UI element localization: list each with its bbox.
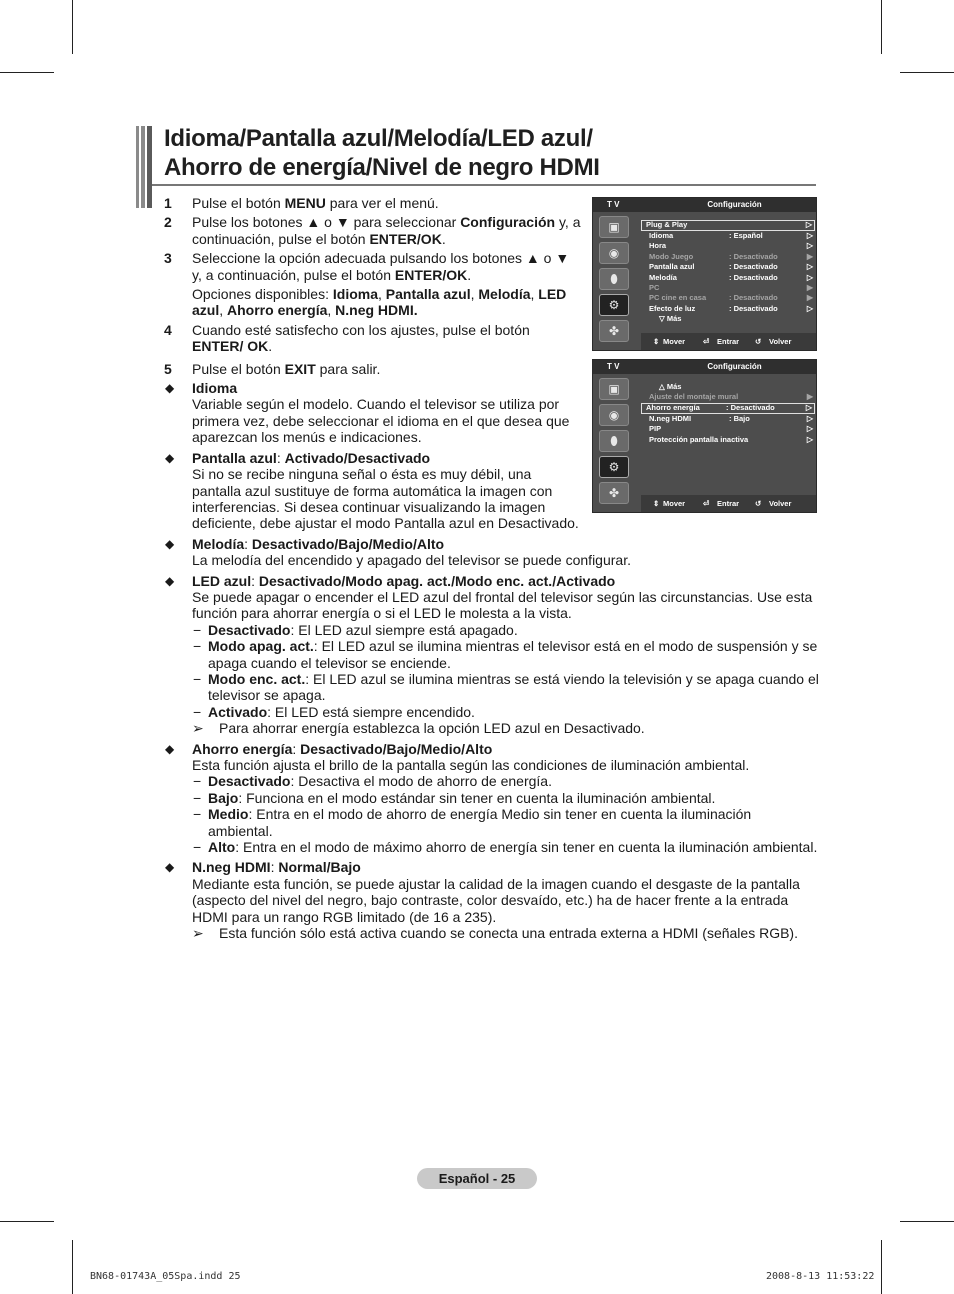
available-options: Opciones disponibles: Idioma, Pantalla azul, Melodía, LED azul, Ahorro energía, N.neg HDMI. xyxy=(192,286,567,319)
step-number: 4 xyxy=(164,321,172,338)
page-title-line1: Idioma/Pantalla azul/Melodía/LED azul/ xyxy=(164,125,593,152)
tv-menu-screenshot-2 xyxy=(592,359,817,513)
osd-row-label: PC cine en casa xyxy=(649,293,707,303)
list-item: − Alto: Entra en el modo de máximo ahorro de energía sin tener en cuenta la iluminación ambiental. xyxy=(193,839,818,856)
crop-mark xyxy=(0,72,54,73)
osd-row-label: Ajuste del montaje mural xyxy=(649,392,739,402)
crop-mark xyxy=(881,1240,882,1294)
osd-rows xyxy=(645,220,815,325)
step-number: 5 xyxy=(164,360,172,377)
osd-rows xyxy=(645,382,815,445)
osd-header xyxy=(593,360,816,374)
osd-footer: ⇕ Mover ⏎ Entrar ↺ Volver xyxy=(641,495,816,512)
sound-menu-icon: ◉ xyxy=(599,404,629,426)
submenu-arrow-icon: ▶ xyxy=(806,392,813,402)
section-idioma: ◆ Idioma Variable según el modelo. Cuando el televisor se utiliza por primera vez, debe seleccionar el idioma en el que desea que aparezcan los menús e indicaciones. xyxy=(165,380,570,446)
submenu-arrow-icon: ▷ xyxy=(806,231,813,240)
osd-row-label: Melodía xyxy=(649,272,677,282)
osd-header xyxy=(593,198,816,212)
osd-menu-row xyxy=(641,403,815,414)
osd-sidebar xyxy=(599,378,633,508)
submenu-arrow-icon: ▷ xyxy=(806,272,813,282)
submenu-arrow-icon: ▶ xyxy=(806,293,813,303)
input-menu-icon: ✤ xyxy=(599,320,629,342)
updown-arrows-icon: ⇕ xyxy=(653,499,660,508)
list-item: − Desactivado: Desactiva el modo de ahorro de energía. xyxy=(193,773,552,790)
page-title-line2: Ahorro de energía/Nivel de negro HDMI xyxy=(164,154,600,181)
submenu-arrow-icon: ▶ xyxy=(806,282,813,292)
osd-row-label: PIP xyxy=(649,424,662,434)
step-number: 1 xyxy=(164,195,172,211)
osd-row-label: Idioma xyxy=(649,231,674,240)
channel-menu-icon: ⬮ xyxy=(599,268,629,290)
step-2: 2 Pulse los botones ▲ o ▼ para seleccionar Configuración y, a continuación, pulse el botón ENTER/OK. xyxy=(164,214,581,247)
list-item: − Modo apag. act.: El LED azul se ilumina mientras el televisor está en el modo de suspensión y se apaga cuando el televisor se enciende. xyxy=(193,638,818,671)
diamond-bullet-icon: ◆ xyxy=(165,573,175,588)
submenu-arrow-icon: ▷ xyxy=(806,434,813,444)
step-3: 3 Seleccione la opción adecuada pulsando los botones ▲ o ▼ y, a continuación, pulse el botón ENTER/OK. Opciones disponibles: Idioma, Pantalla azul, Melodía, LED azul, Ahorro energía, N.neg HDMI. xyxy=(164,250,582,319)
osd-tv-label: T V xyxy=(607,362,620,371)
list-item: − Modo enc. act.: El LED azul se ilumina mientras se está viendo la televisión y se apaga cuando el televisor se apaga. xyxy=(193,670,819,704)
return-icon: ↺ xyxy=(755,337,762,346)
osd-row-value: : Desactivado xyxy=(729,251,778,261)
osd-menu-row xyxy=(645,392,815,402)
osd-row-value: : Desactivado xyxy=(729,293,778,303)
step-4: 4 Cuando esté satisfecho con los ajustes, pulse el botón ENTER/ OK. xyxy=(164,321,530,355)
osd-row-label: △ Más xyxy=(659,382,682,391)
page-number-badge: Español - 25 xyxy=(417,1168,537,1189)
step-number: 2 xyxy=(164,214,172,231)
osd-menu-row xyxy=(645,314,815,324)
channel-menu-icon: ⬮ xyxy=(599,430,629,452)
osd-row-label: ▽ Más xyxy=(659,314,682,324)
crop-mark xyxy=(881,0,882,54)
section-nneg-hdmi: ◆ N.neg HDMI: Normal/Bajo Mediante esta función, se puede ajustar la calidad de la imagen cuando el desgaste de la pantalla (aspecto del nivel del negro, bajo contraste, color desvaído, etc.) ha de hacer frente a la entrada HDMI para un rango RGB limitado (de 16 a 235). ➢ Esta función sólo está activa cuando se conecta una entrada externa a HDMI (señales RGB). xyxy=(164,859,819,941)
submenu-arrow-icon: ▷ xyxy=(806,241,813,251)
osd-menu-row xyxy=(645,283,815,293)
section-pantalla-azul: ◆ Pantalla azul: Activado/Desactivado Si no se recibe ninguna señal o ésta es muy débil, una pantalla azul sustituye de forma automática la imagen con interferencias. Si desea continuar visualizando la imagen deficiente, debe ajustar el modo Pantalla azul en Desactivado. xyxy=(165,449,579,532)
osd-menu-title: Configuración xyxy=(707,200,762,209)
osd-menu-row xyxy=(645,424,815,434)
diamond-bullet-icon: ◆ xyxy=(165,860,175,875)
input-menu-icon: ✤ xyxy=(599,482,629,504)
section-ahorro-energia: ◆ Ahorro energía: Desactivado/Bajo/Medio/Alto Esta función ajusta el brillo de la pantalla según las condiciones de iluminación ambiental. − Desactivado: Desactiva el modo de ahorro de energía. − Bajo: Funciona en el modo estándar sin tener en cuenta la iluminación ambiental. − Medio: Entra en el modo de ahorro de energía Medio sin tener en cuenta la iluminación ambiental. − Alto: Entra en el modo de máximo ahorro de energía sin tener en cuenta la iluminación ambiental. xyxy=(165,740,818,856)
osd-row-label: Protección pantalla inactiva xyxy=(649,434,749,444)
osd-row-value: : Desactivado xyxy=(729,272,778,282)
section-led-azul: ◆ LED azul: Desactivado/Modo apag. act./Modo enc. act./Activado Se puede apagar o encender el LED azul del frontal del televisor según las circunstancias. Use esta función para ahorrar energía o si el LED le molesta a la vista. − Desactivado: El LED azul siempre está apagado. − Modo apag. act.: El LED azul se ilumina mientras el televisor está en el modo de suspensión y se apaga cuando el televisor se enciende. − Modo enc. act.: El LED azul se ilumina mientras se está viendo la televisión y se apaga cuando el televisor se apaga. − Activado: El LED está siempre encendido. ➢ Para ahorrar energía establezca la opción LED azul en Desactivado. xyxy=(165,572,819,737)
diamond-bullet-icon: ◆ xyxy=(165,381,175,396)
submenu-arrow-icon: ▶ xyxy=(806,251,813,261)
print-slug-file: BN68-01743A_05Spa.indd 25 xyxy=(90,1271,241,1282)
crop-mark xyxy=(72,1240,73,1294)
osd-sidebar xyxy=(599,216,633,346)
note-arrow-icon: ➢ xyxy=(192,720,204,737)
list-item: − Medio: Entra en el modo de ahorro de energía Medio sin tener en cuenta la iluminación ambiental. xyxy=(193,806,752,839)
diamond-bullet-icon: ◆ xyxy=(165,536,175,551)
osd-menu-row xyxy=(645,241,815,251)
osd-row-value: : Bajo xyxy=(729,413,750,423)
osd-tv-label: T V xyxy=(607,200,620,209)
crop-mark xyxy=(0,1221,54,1222)
osd-row-value: : Español xyxy=(729,231,763,240)
osd-row-label: Efecto de luz xyxy=(649,303,696,313)
note-arrow-icon: ➢ xyxy=(192,925,204,942)
step-number: 3 xyxy=(164,250,172,267)
diamond-bullet-icon: ◆ xyxy=(165,741,175,756)
tv-menu-screenshot-1 xyxy=(592,197,817,351)
print-slug-timestamp: 2008-8-13 11:53:22 xyxy=(766,1271,875,1282)
osd-footer: ⇕ Mover ⏎ Entrar ↺ Volver xyxy=(641,333,816,350)
osd-menu-row xyxy=(645,262,815,272)
osd-menu-row xyxy=(645,382,815,392)
picture-menu-icon: ▣ xyxy=(599,216,629,238)
enter-icon: ⏎ xyxy=(703,337,710,346)
note: ➢ Para ahorrar energía establezca la opción LED azul en Desactivado. xyxy=(192,720,645,737)
section-melodia: ◆ Melodía: Desactivado/Bajo/Medio/Alto La melodía del encendido y apagado del televisor se puede configurar. xyxy=(165,535,631,569)
osd-row-label: Hora xyxy=(649,241,667,251)
step-1: 1 Pulse el botón MENU para ver el menú. xyxy=(164,195,439,211)
osd-menu-row xyxy=(645,304,815,314)
updown-arrows-icon: ⇕ xyxy=(653,337,660,346)
submenu-arrow-icon: ▷ xyxy=(805,402,812,412)
osd-row-label: PC xyxy=(649,282,660,292)
title-decoration xyxy=(136,126,152,208)
crop-mark xyxy=(900,72,954,73)
osd-menu-row xyxy=(645,273,815,283)
osd-row-label: Plug & Play xyxy=(646,220,688,229)
list-item: − Activado: El LED está siempre encendido. xyxy=(193,703,475,720)
submenu-arrow-icon: ▷ xyxy=(805,220,812,229)
setup-gear-icon: ⚙ xyxy=(599,456,629,478)
osd-menu-row xyxy=(645,231,815,241)
step-5: 5 Pulse el botón EXIT para salir. xyxy=(164,360,381,377)
crop-mark xyxy=(900,1221,954,1222)
picture-menu-icon: ▣ xyxy=(599,378,629,400)
sound-menu-icon: ◉ xyxy=(599,242,629,264)
list-item: − Bajo: Funciona en el modo estándar sin tener en cuenta la iluminación ambiental. xyxy=(193,789,716,806)
list-item: − Desactivado: El LED azul siempre está apagado. xyxy=(193,621,518,638)
page-title xyxy=(164,124,824,182)
osd-menu-row xyxy=(645,414,815,424)
enter-icon: ⏎ xyxy=(703,499,710,508)
osd-row-value: : Desactivado xyxy=(726,402,775,412)
submenu-arrow-icon: ▷ xyxy=(806,413,813,423)
submenu-arrow-icon: ▷ xyxy=(806,424,813,434)
osd-menu-row xyxy=(641,220,815,231)
diamond-bullet-icon: ◆ xyxy=(165,450,175,465)
osd-menu-row xyxy=(645,293,815,303)
crop-mark xyxy=(72,0,73,54)
submenu-arrow-icon: ▷ xyxy=(806,303,813,313)
submenu-arrow-icon: ▷ xyxy=(806,262,813,272)
osd-row-label: Modo Juego xyxy=(649,251,694,261)
osd-menu-row xyxy=(645,252,815,262)
osd-row-label: Pantalla azul xyxy=(649,262,695,272)
osd-row-label: N.neg HDMI xyxy=(649,413,692,423)
osd-row-label: Ahorro energía xyxy=(646,402,700,412)
title-rule xyxy=(152,184,816,186)
return-icon: ↺ xyxy=(755,499,762,508)
note: ➢ Esta función sólo está activa cuando se conecta una entrada externa a HDMI (señales RGB). xyxy=(192,925,798,942)
osd-row-value: : Desactivado xyxy=(729,262,778,272)
osd-menu-title: Configuración xyxy=(707,362,762,371)
osd-row-value: : Desactivado xyxy=(729,303,778,313)
setup-gear-icon: ⚙ xyxy=(599,294,629,316)
osd-menu-row xyxy=(645,435,815,445)
